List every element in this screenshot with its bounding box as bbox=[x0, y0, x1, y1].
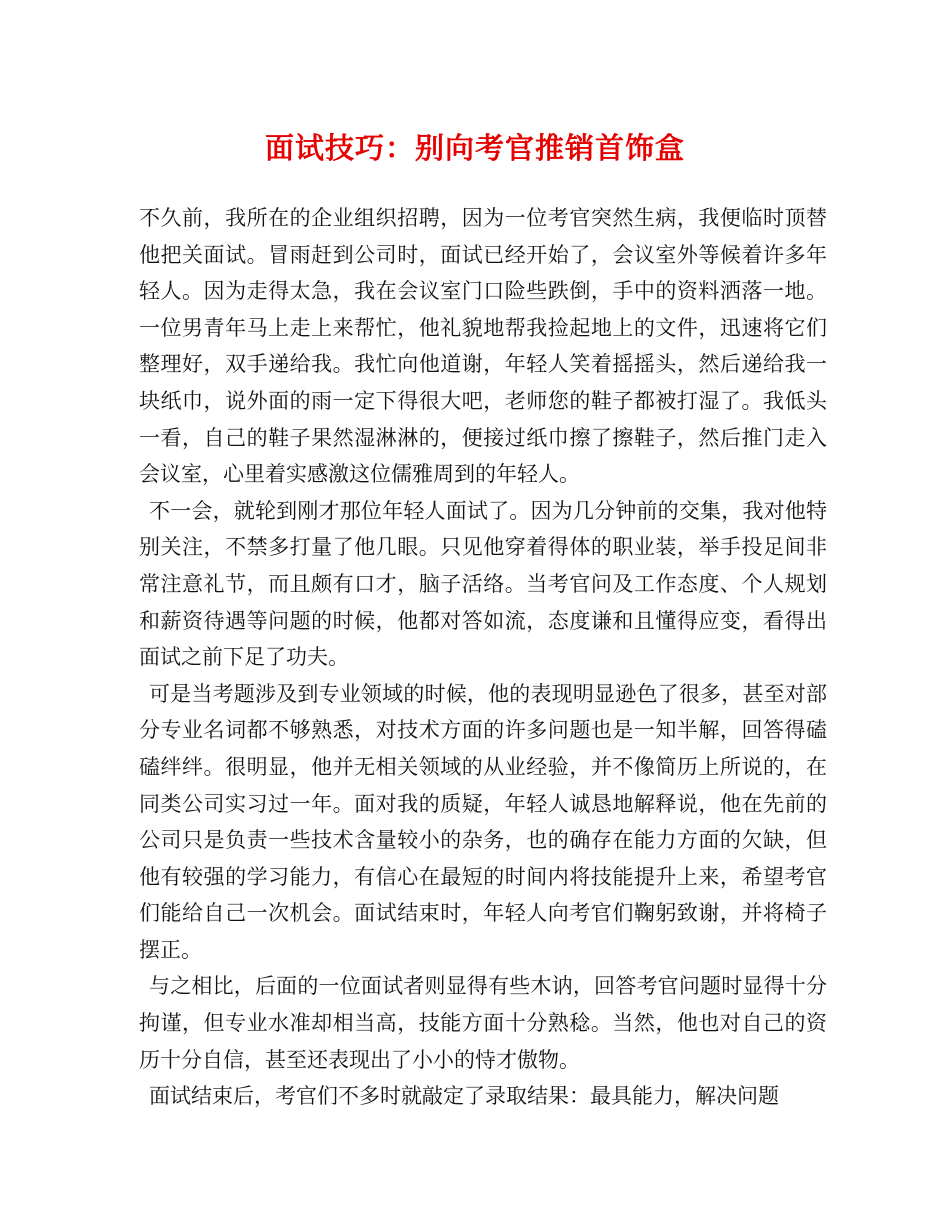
paragraph-3: 可是当考题涉及到专业领域的时候，他的表现明显逊色了很多，甚至对部分专业名词都不够熟悉，对技术方面的许多问题也是一知半解，回答得磕磕绊绊。很明显，他并无相关领域的从业经验，并不像简历上所说的，在同类公司实习过一年。面对我的质疑，年轻人诚恳地解释说，他在先前的公司只是负责一些技术含量较小的杂务，也的确存在能力方面的欠缺，但他有较强的学习能力，有信心在最短的时间内将技能提升上来，希望考官们能给自己一次机会。面试结束时，年轻人向考官们鞠躬致谢，并将椅子摆正。 bbox=[139, 681, 827, 962]
paragraph-2: 不一会，就轮到刚才那位年轻人面试了。因为几分钟前的交集，我对他特别关注，不禁多打量了他几眼。只见他穿着得体的职业装，举手投足间非常注意礼节，而且颇有口才，脑子活络。当考官问及工作态度、个人规划和薪资待遇等问题的时候，他都对答如流，态度谦和且懂得应变，看得出面试之前下足了功夫。 bbox=[139, 498, 827, 670]
document-title: 面试技巧：别向考官推销首饰盒 bbox=[264, 131, 685, 165]
paragraph-1: 不久前，我所在的企业组织招聘，因为一位考官突然生病，我便临时顶替他把关面试。冒雨赶到公司时，面试已经开始了，会议室外等候着许多年轻人。因为走得太急，我在会议室门口险些跌倒，手中的资料洒落一地。一位男青年马上走上来帮忙，他礼貌地帮我捡起地上的文件，迅速将它们整理好，双手递给我。我忙向他道谢，年轻人笑着摇摇头，然后递给我一块纸巾，说外面的雨一定下得很大吧，老师您的鞋子都被打湿了。我低头一看，自己的鞋子果然湿淋淋的，便接过纸巾擦了擦鞋子，然后推门走入会议室，心里着实感激这位儒雅周到的年轻人。 bbox=[139, 206, 827, 487]
document-body bbox=[139, 200, 827, 1115]
paragraph-5: 面试结束后，考官们不多时就敲定了录取结果：最具能力，解决问题 bbox=[149, 1084, 779, 1109]
paragraph-4: 与之相比，后面的一位面试者则显得有些木讷，回答考官问题时显得十分拘谨，但专业水准却相当高，技能方面十分熟稔。当然，他也对自己的资历十分自信，甚至还表现出了小小的恃才傲物。 bbox=[139, 974, 827, 1072]
